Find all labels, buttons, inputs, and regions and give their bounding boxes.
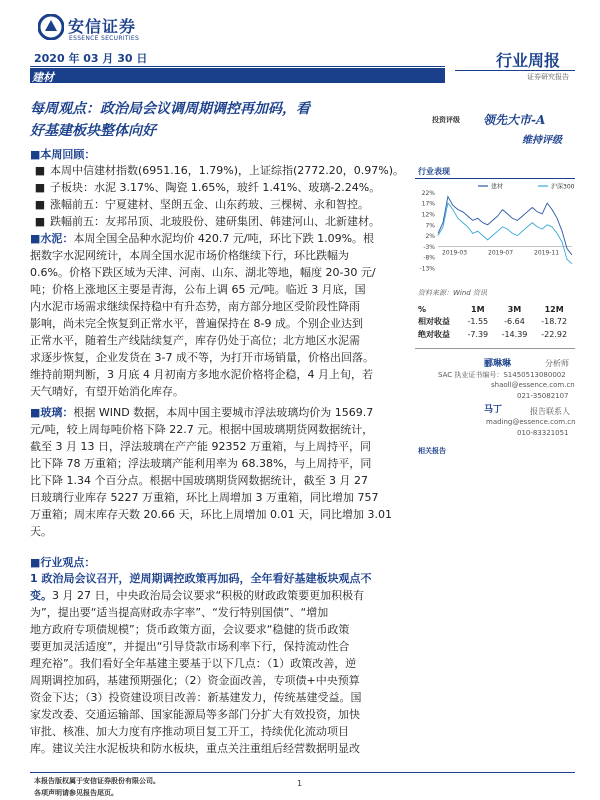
table-header-row bbox=[414, 304, 574, 315]
chart-source: 资料来源：Wind 资讯 bbox=[418, 289, 487, 297]
table-cell: -18.72 bbox=[541, 317, 568, 326]
y-tick-label: 22% bbox=[421, 189, 435, 197]
sector-label: 建材 bbox=[32, 71, 54, 84]
rating-label: 投资评级 bbox=[432, 116, 460, 124]
page-number: 1 bbox=[297, 779, 303, 788]
table-cell: -1.55 bbox=[467, 317, 489, 326]
perf-rule bbox=[415, 178, 575, 179]
analyst1-sac: SAC 执业证书编号：S1450513080002 bbox=[438, 371, 566, 379]
cement-lead: ■水泥： bbox=[30, 232, 74, 245]
report-title-line1: 每周观点：政治局会议调周期调控再加码，看 bbox=[30, 101, 310, 117]
review-heading: ■本周回顾： bbox=[30, 148, 96, 161]
perf-heading: 行业表现 bbox=[418, 167, 450, 176]
glass-section: ■玻璃：根据 WIND 数据，本周中国主要城市浮法玻璃均价为 1569.7 元/吨，较上周每吨价格下降 22.7 元。根据中国玻璃期货网数据统计， 截至 3 月 13 日，浮法玻璃在产产能 92352 万重箱，与上周持平，同 比下降 78 万重箱；浮法玻璃产能利用率为 68.38%，与上周持平，同 比下降 1.34 个百分点。根据中国玻璃期货网数据统计，截至 3 月 27 日玻璃行业库存 5227 万重箱，环比上周增加 3 万重箱，同比增加 757 万重箱；周末库存天数 20.66 天，环比上周增加 0.01 天，同比增加 3.01 天。 bbox=[30, 406, 392, 538]
legend-label: 建材 bbox=[491, 183, 504, 191]
table-cell: -6.64 bbox=[504, 317, 525, 326]
table-header: 12M bbox=[544, 305, 564, 314]
table-header: 3M bbox=[507, 305, 522, 314]
table-cell: -7.39 bbox=[467, 330, 489, 339]
glass-lead: ■玻璃： bbox=[30, 406, 74, 419]
review-item: ■ 跌幅前五：友邦吊顶、北玻股份、建研集团、韩建河山、北新建材。 bbox=[34, 215, 380, 228]
y-tick-label: 12% bbox=[421, 211, 435, 219]
table-row bbox=[414, 315, 574, 328]
review-item: ■ 涨幅前五：宁夏建材、坚朗五金、山东药玻、三棵树、永和智控。 bbox=[34, 198, 369, 211]
x-tick-label: 2019-03 bbox=[442, 249, 468, 257]
review-item: ■ 子板块：水泥 3.17%、陶瓷 1.65%，玻纤 1.41%、玻璃-2.24%。 bbox=[34, 181, 381, 194]
analyst2-phone: 010-83321051 bbox=[517, 429, 569, 437]
analyst2-name: 马丁 bbox=[484, 405, 503, 415]
related-reports[interactable]: 相关报告 bbox=[418, 447, 446, 455]
report-type-rule bbox=[455, 70, 575, 71]
table-rule bbox=[415, 348, 575, 349]
review-item: ■ 本周中信建材指数(6951.16，1.79%)，上证综指(2772.20，0.97%)。 bbox=[34, 164, 405, 177]
review-list bbox=[30, 162, 430, 230]
rating-value: 领先大市-A bbox=[483, 113, 546, 127]
analyst1-email[interactable]: shaoll@essence.com.cn bbox=[491, 381, 575, 389]
y-tick-label: -3% bbox=[423, 243, 435, 251]
table-row-label: 相对收益 bbox=[418, 317, 450, 326]
cement-section: ■水泥：本周全国全品种水泥均价 420.7 元/吨，环比下跌 1.09%。根 据数字水泥网统计，本周全国水泥市场价格继续下行，环比跌幅为 0.6%。价格下跌区域为天津、河南、山东、湖北等地，幅度 20-30 元/ 吨；价格上涨地区主要是青海，公布上调 65 元/吨。临近 3 月底，国 内水泥市场需求继续保持稳中有升态势，南方部分地区受阶段性降雨 影响，尚未完全恢复到正常水平，普遍保持在 8-9 成。个别企业达到 正常水平，随着生产线陆续复产，库存仍处于高位；北方地区水泥需 求逐步恢复，企业发货在 3-7 成不等，为打开市场销量，价格出回落。 维持前期判断，3 月底 4 月初南方多地水泥价格将企稳，4 月上旬，若 天气晴好，有望开始消化库存。 bbox=[30, 232, 376, 398]
date: 2020 年 03 月 30 日 bbox=[34, 52, 148, 65]
report-subtype: 证券研究报告 bbox=[527, 73, 569, 81]
logo-cn: 安信证券 bbox=[68, 17, 137, 36]
report-type: 行业周报 bbox=[496, 51, 561, 70]
footer-rule bbox=[30, 772, 575, 773]
analyst2-email[interactable]: mading@essence.com.cn bbox=[486, 418, 576, 426]
header-rule bbox=[30, 66, 445, 67]
y-tick-label: -13% bbox=[419, 265, 435, 273]
y-tick-label: -8% bbox=[423, 254, 435, 262]
report-title-line2: 好基建板块整体向好 bbox=[30, 123, 156, 139]
analyst1-phone: 021-35082107 bbox=[517, 392, 569, 400]
viewpoint-section: 1 政治局会议召开，逆周期调控政策再加码，全年看好基建板块观点不 变。3 月 27 日，中央政治局会议要求“积极的财政政策要更加积极有 为”，提出要“适当提高财政赤字率”、“发行特别国债”、“增加 地方政府专项债规模”；货币政策方面，会议要求“稳健的货币政策 要更加灵活适度”，并提出“引导贷款市场利率下行，保持流动性合 理充裕”。我们看好全年基建主要基于以下几点：（1）政策改善，逆 周期调控加码，基建预期强化；（2）资金面改善，专项债+中央预算 资金下达；（3）投资建设项目改善：新基建发力，传统基建受益。国 家发改委、交通运输部、国家能源局等多部门分扩大有效投资，加快 审批、核准、加大力度有序推动项目复工开工，持续优化流动项目 库。建议关注水泥板块和防水板块，重点关注重组后经营数据明显改 bbox=[30, 572, 372, 755]
logo-icon bbox=[38, 14, 64, 40]
logo bbox=[38, 10, 168, 46]
footer-disclaimer: 各项声明请参见报告尾页。 bbox=[34, 789, 118, 797]
y-tick-label: 7% bbox=[425, 222, 435, 230]
sector-bar bbox=[30, 68, 445, 83]
footer-copyright: 本报告版权属于安信证券股份有限公司。 bbox=[34, 777, 160, 785]
y-tick-label: 2% bbox=[425, 233, 435, 241]
legend-label: 沪深300 bbox=[551, 183, 575, 191]
table-header: % bbox=[418, 305, 427, 314]
table-row-label: 绝对收益 bbox=[418, 330, 450, 339]
x-tick-label: 2019-07 bbox=[488, 249, 514, 257]
table-cell: -14.39 bbox=[501, 330, 528, 339]
viewpoint-heading: ■行业观点： bbox=[30, 556, 96, 569]
logo-en: ESSENCE SECURITIES bbox=[69, 35, 140, 42]
table-cell: -22.92 bbox=[541, 330, 568, 339]
rating-sub: 维持评级 bbox=[522, 135, 562, 146]
performance-chart bbox=[412, 180, 577, 280]
table-header: 1M bbox=[471, 305, 485, 314]
analyst2-role: 报告联系人 bbox=[530, 407, 570, 416]
table-row bbox=[414, 328, 574, 341]
y-tick-label: 17% bbox=[421, 200, 435, 208]
analyst1-role: 分析师 bbox=[545, 359, 569, 368]
analyst1-name: 郦琳琳 bbox=[484, 359, 512, 369]
performance-table bbox=[414, 304, 574, 341]
x-tick-label: 2019-11 bbox=[534, 249, 560, 257]
